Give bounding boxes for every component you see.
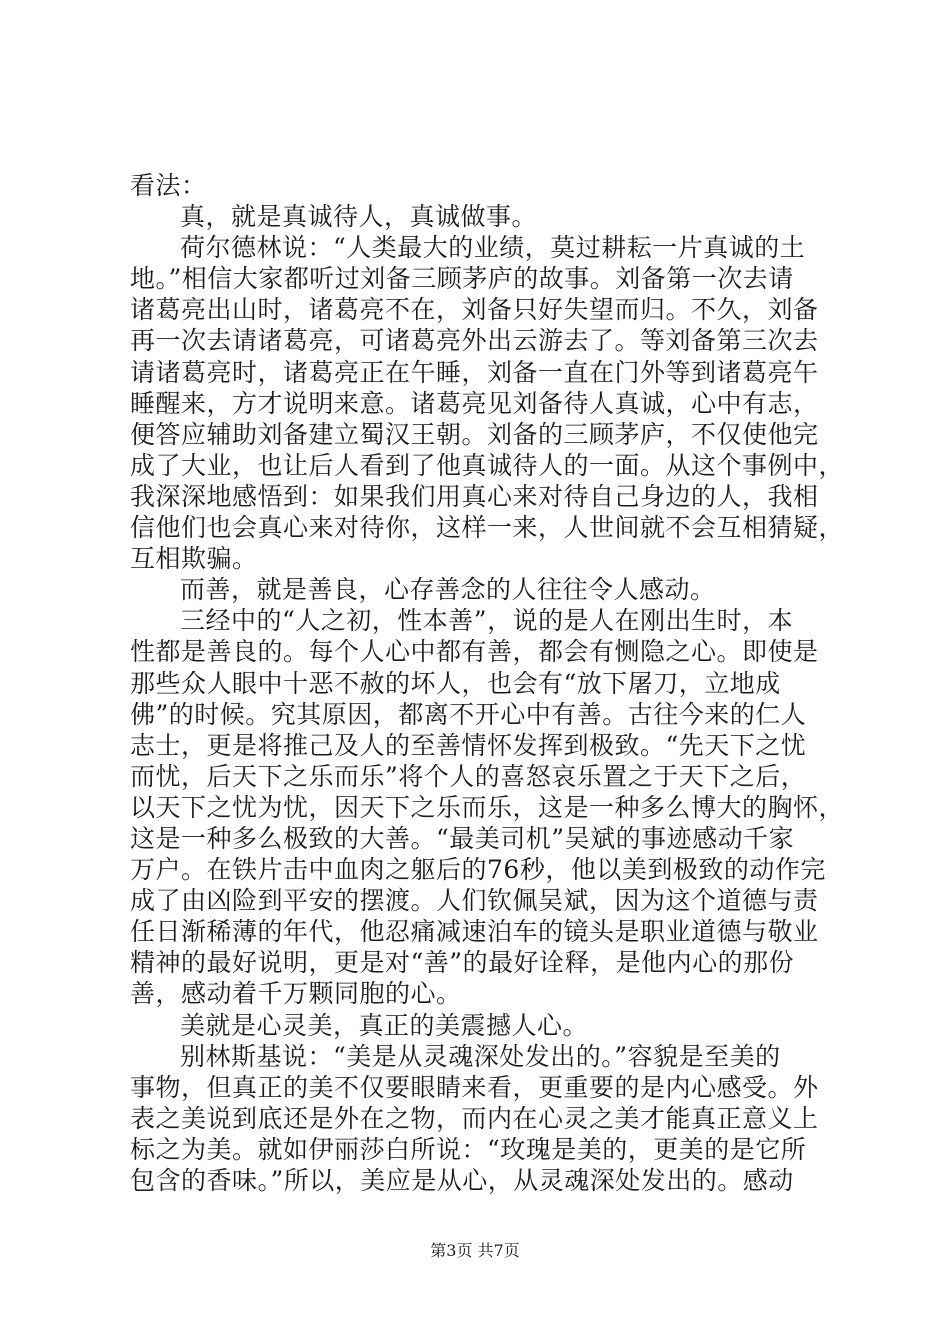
text-line: 而忧，后天下之乐而乐”将个人的喜怒哀乐置之于天下之后， [130,761,807,791]
text-line: 万户。在铁片击中血肉之躯后的76秒，他以美到极致的动作完 [130,855,826,885]
paragraph-first-line: 三经中的“人之初，性本善”，说的是人在刚出生时，本 [180,606,794,636]
text-line: 这是一种多么极致的大善。“最美司机”吴斌的事迹感动千家 [130,823,795,853]
paragraph-first-line: 而善，就是善良，心存善念的人往往令人感动。 [180,575,716,605]
text-line: 标之为美。就如伊丽莎白所说：“玫瑰是美的，更美的是它所 [130,1134,807,1164]
text-line: 精神的最好说明，更是对“善”的最好诠释，是他内心的那份 [130,948,795,978]
text-line: 表之美说到底还是外在之物，而内在心灵之美才能真正意义上 [130,1103,819,1133]
text-line: 请诸葛亮时，诸葛亮正在午睡，刘备一直在门外等到诸葛亮午 [130,357,819,387]
page-footer [0,1241,950,1261]
text-line: 任日渐稀薄的年代，他忍痛减速泊车的镜头是职业道德与敬业 [130,917,819,947]
paragraph-first-line: 别林斯基说：“美是从灵魂深处发出的。”容貌是至美的 [180,1041,781,1071]
page-number-label: 第3页 共7页 [430,1241,520,1260]
paragraph-first-line: 真，就是真诚待人，真诚做事。 [180,202,538,232]
text-line: 互相欺骗。 [130,544,258,574]
paragraph-first-line: 美就是心灵美，真正的美震撼人心。 [180,1010,589,1040]
text-line: 那些众人眼中十恶不赦的坏人，也会有“放下屠刀，立地成 [130,668,781,698]
text-line: 诸葛亮出山时，诸葛亮不在，刘备只好失望而归。不久，刘备 [130,295,819,325]
text-line: 包含的香味。”所以，美应是从心，从灵魂深处发出的。感动 [130,1166,794,1195]
text-line: 性都是善良的。每个人心中都有善，都会有恻隐之心。即使是 [130,637,819,667]
text-line: 我深深地感悟到：如果我们用真心来对待自己身边的人，我相 [130,481,819,511]
text-line: 成了大业，也让后人看到了他真诚待人的一面。从这个事例中， [130,450,845,480]
text-line: 睡醒来，方才说明来意。诸葛亮见刘备待人真诚，心中有志， [130,388,819,418]
text-line: 成了由凶险到平安的摆渡。人们钦佩吴斌，因为这个道德与责 [130,886,819,916]
text-line: 看法： [130,171,207,200]
text-line: 信他们也会真心来对待你，这样一来，人世间就不会互相猜疑， [130,513,845,543]
text-line: 事物，但真正的美不仅要眼睛来看，更重要的是内心感受。外 [130,1072,819,1102]
text-line: 志士，更是将推己及人的至善情怀发挥到极致。“先天下之忧 [130,730,807,760]
text-line: 以天下之忧为忧，因天下之乐而乐，这是一种多么博大的胸怀， [130,792,845,822]
document-body [130,170,845,1196]
paragraph-first-line: 荷尔德林说：“人类最大的业绩，莫过耕耘一片真诚的土 [180,233,806,263]
text-line: 便答应辅助刘备建立蜀汉王朝。刘备的三顾茅庐，不仅使他完 [130,419,819,449]
text-line: 地。”相信大家都听过刘备三顾茅庐的故事。刘备第一次去请 [130,264,794,294]
text-line: 佛”的时候。究其原因，都离不开心中有善。古往今来的仁人 [130,699,807,729]
text-line: 善，感动着千万颗同胞的心。 [130,979,462,1009]
text-line: 再一次去请诸葛亮，可诸葛亮外出云游去了。等刘备第三次去 [130,326,819,356]
